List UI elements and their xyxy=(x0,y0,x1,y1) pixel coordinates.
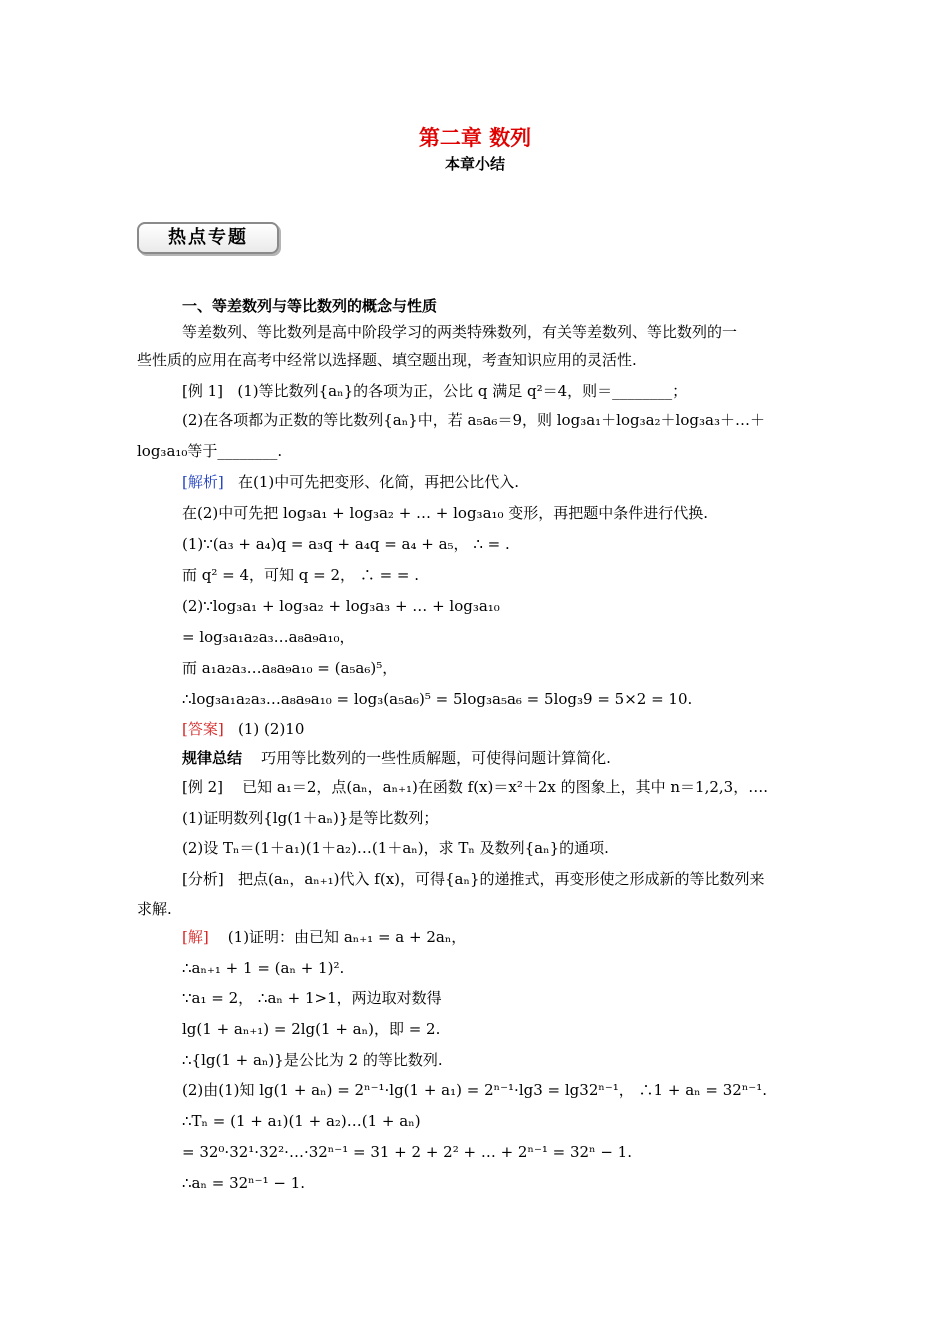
summary-text: 巧用等比数列的一些性质解题，可使得问题计算简化. xyxy=(261,749,611,767)
analysis-1-line-2: 在(2)中可先把 log₃a₁ + log₃a₂ + … + log₃a₁₀ 变形，再把题中条件进行代换. xyxy=(182,504,709,522)
solution-2-line-7: ∴Tₙ = (1 + a₁)(1 + a₂)…(1 + aₙ) xyxy=(182,1112,421,1130)
example-1-question-1 xyxy=(182,381,687,401)
solution-2-line-9: ∴aₙ = 32ⁿ⁻¹ − 1. xyxy=(182,1174,306,1192)
intro-line-1: 等差数列、等比数列是高中阶段学习的两类特殊数列，有关等差数列、等比数列的一 xyxy=(182,323,738,341)
analysis-1-line-8: ∴log₃a₁a₂a₃…a₈a₉a₁₀ = log₃(a₅a₆)⁵ = 5log₃a₅a₆ = 5log₃9 = 5×2 = 10. xyxy=(182,690,693,708)
analysis-1-text: 在(1)中可先把变形、化简，再把公比代入. xyxy=(238,473,520,491)
section-heading: 一、等差数列与等比数列的概念与性质 xyxy=(182,297,438,315)
example-1-tag: [例 1] xyxy=(182,382,224,400)
example-2-question xyxy=(182,777,768,797)
example-2-question-1: (1)证明数列{lg(1＋aₙ)}是等比数列； xyxy=(182,809,439,827)
solution-2-line-6: (2)由(1)知 lg(1 + aₙ) = 2ⁿ⁻¹·lg(1 + a₁) = 2ⁿ⁻¹·lg3 = lg32ⁿ⁻¹， ∴1 + aₙ = 32ⁿ⁻¹. xyxy=(182,1081,768,1099)
summary-tag: 规律总结 xyxy=(182,749,243,767)
solution-2-text: (1)证明：由已知 aₙ₊₁ = a + 2aₙ， xyxy=(227,928,467,946)
analysis-2-text: 把点(aₙ，aₙ₊₁)代入 f(x)，可得{aₙ}的递推式，再变形使之形成新的等比数列来 xyxy=(238,870,765,888)
chapter-title: 第二章 数列 xyxy=(418,126,532,150)
analysis-2-line-2: 求解. xyxy=(137,900,172,918)
analysis-1-line-7: 而 a₁a₂a₃…a₈a₉a₁₀ = (a₅a₆)⁵， xyxy=(182,659,398,677)
analysis-1-line-6: = log₃a₁a₂a₃…a₈a₉a₁₀， xyxy=(182,628,355,646)
hot-topic-badge: 热点专题 xyxy=(137,222,279,254)
analysis-1-line-3: (1)∵(a₃ + a₄)q = a₃q + a₄q = a₄ + a₅， ∴ = . xyxy=(182,535,510,553)
solution-2-tag: [解] xyxy=(182,928,209,946)
example-2-text: 已知 a₁＝2，点(aₙ，aₙ₊₁)在函数 f(x)＝x²＋2x 的图象上，其中 n＝1,2,3，…. xyxy=(242,778,768,796)
example-2-question-2: (2)设 Tₙ＝(1＋a₁)(1＋a₂)…(1＋aₙ)，求 Tₙ 及数列{aₙ}的通项. xyxy=(182,839,609,857)
analysis-1-line-5: (2)∵log₃a₁ + log₃a₂ + log₃a₃ + … + log₃a₁₀ xyxy=(182,597,500,615)
answer-1-tag: [答案] xyxy=(182,720,224,738)
solution-2-line-4: lg(1 + aₙ₊₁) = 2lg(1 + aₙ)，即 = 2. xyxy=(182,1020,441,1038)
solution-2-line-2: ∴aₙ₊₁ + 1 = (aₙ + 1)². xyxy=(182,959,345,977)
example-2-tag: [例 2] xyxy=(182,778,224,796)
analysis-1-line-1 xyxy=(182,472,519,492)
answer-1-text: (1) (2)10 xyxy=(238,720,305,738)
solution-2-line-8: = 32⁰·32¹·32²·…·32ⁿ⁻¹ = 31 + 2 + 2² + … + 2ⁿ⁻¹ = 32ⁿ − 1. xyxy=(182,1143,632,1161)
solution-2-line-5: ∴{lg(1 + aₙ)}是公比为 2 的等比数列. xyxy=(182,1051,443,1069)
analysis-1-tag: [解析] xyxy=(182,473,224,491)
example-1-question-2b: log₃a₁₀等于________. xyxy=(137,442,283,460)
chapter-subtitle: 本章小结 xyxy=(444,155,505,173)
analysis-2-line-1 xyxy=(182,869,765,889)
answer-1-line xyxy=(182,719,304,739)
analysis-2-tag: [分析] xyxy=(182,870,224,888)
example-1-question-2a: (2)在各项都为正数的等比数列{aₙ}中，若 a₅a₆＝9，则 log₃a₁＋log₃a₂＋log₃a₃＋…＋ xyxy=(182,411,765,429)
analysis-1-line-4: 而 q² = 4，可知 q = 2， ∴ = = . xyxy=(182,566,420,584)
solution-2-line-3: ∵a₁ = 2， ∴aₙ + 1>1，两边取对数得 xyxy=(182,989,442,1007)
summary-line xyxy=(182,748,611,768)
example-1-q1-text: (1)等比数列{aₙ}的各项为正，公比 q 满足 q²＝4，则＝________； xyxy=(237,382,688,400)
solution-2-line-1 xyxy=(182,927,466,947)
intro-line-2: 些性质的应用在高考中经常以选择题、填空题出现，考查知识应用的灵活性. xyxy=(137,351,637,369)
